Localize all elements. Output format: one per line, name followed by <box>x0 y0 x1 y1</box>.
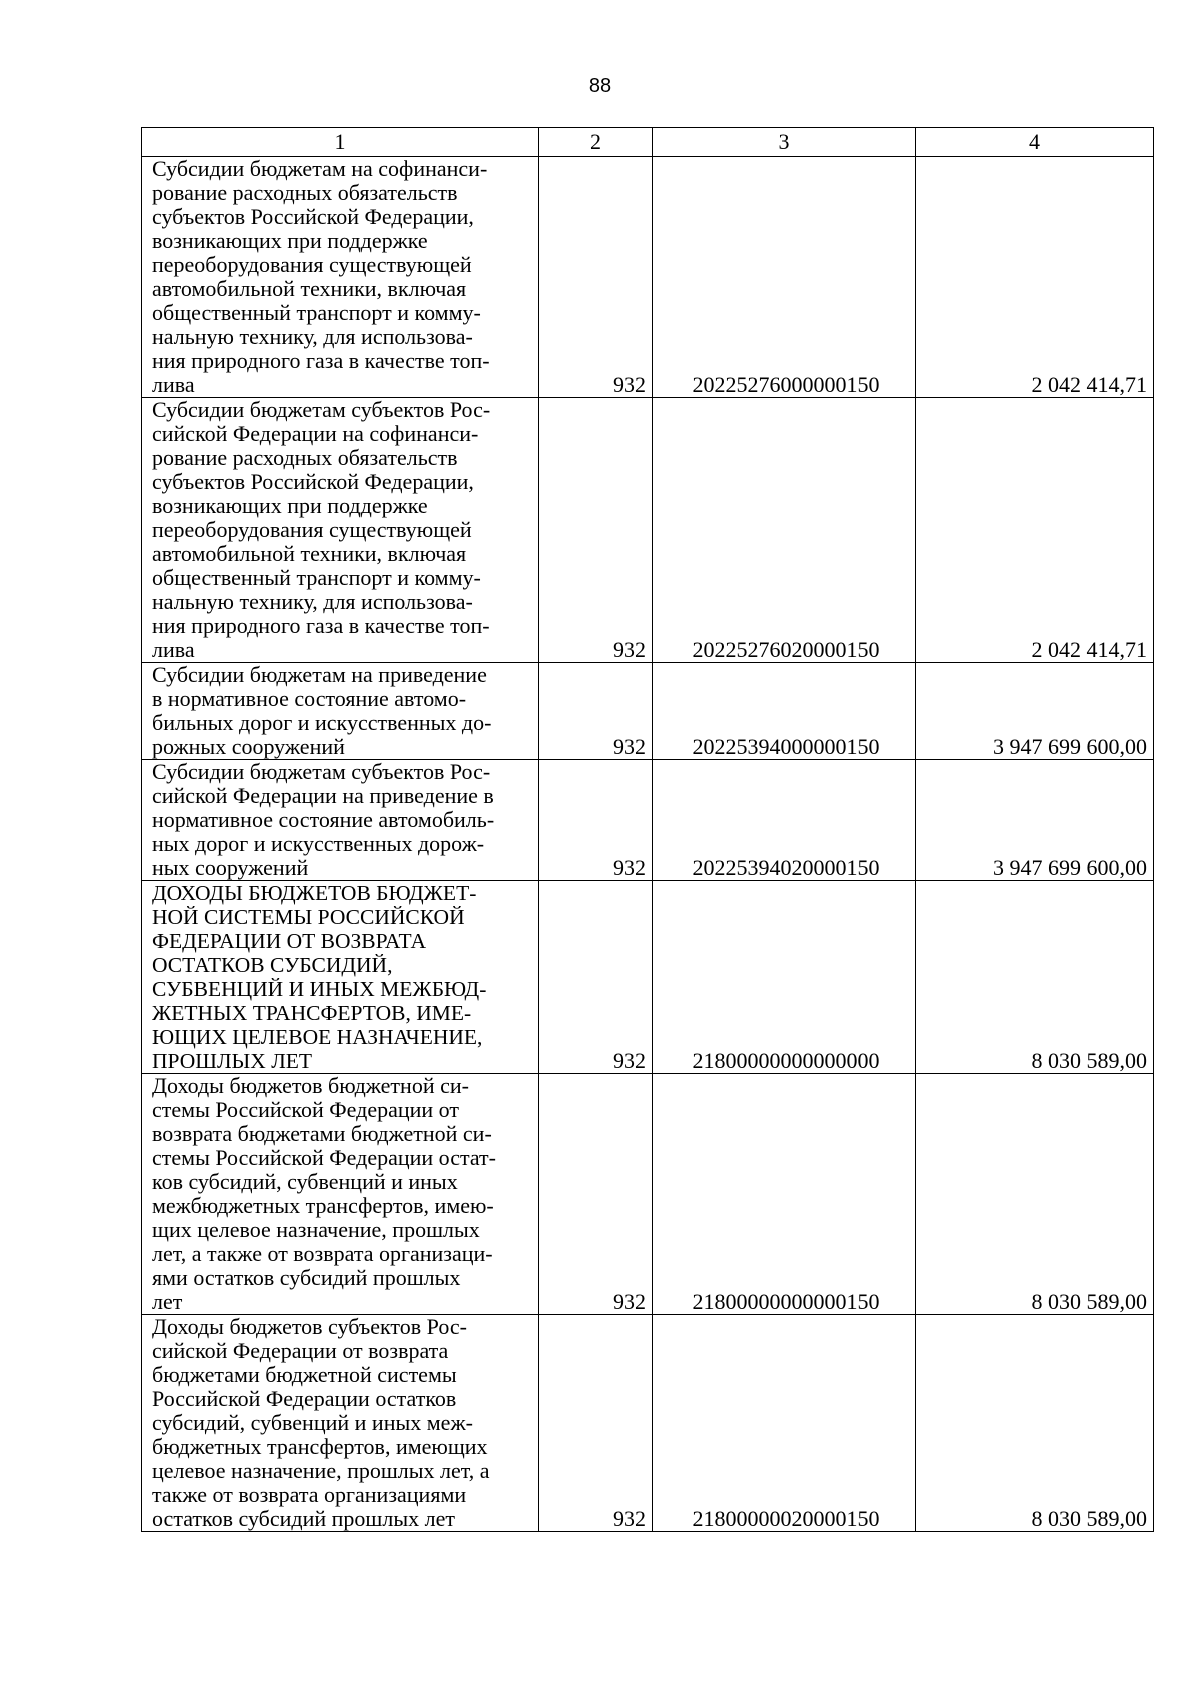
description-line: субъектов Российской Федерации, <box>152 204 474 229</box>
description-line: ФЕДЕРАЦИИ ОТ ВОЗВРАТА <box>152 929 427 953</box>
description-line: Субсидии бюджетам субъектов Рос- <box>152 759 491 784</box>
description-line: сийской Федерации на софинанси- <box>152 421 479 446</box>
description-line: лива <box>152 372 195 397</box>
description-line: НОЙ СИСТЕМЫ РОССИЙСКОЙ <box>152 905 465 929</box>
description-line: СУБВЕНЦИЙ И ИНЫХ МЕЖБЮД- <box>152 977 487 1001</box>
description-line: возникающих при поддержке <box>152 493 428 518</box>
description-line: общественный транспорт и комму- <box>152 300 481 325</box>
description-line: субъектов Российской Федерации, <box>152 469 474 494</box>
amount: 3 947 699 600,00 <box>916 663 1154 760</box>
description-line: Российской Федерации остатков <box>152 1386 457 1411</box>
amount: 8 030 589,00 <box>916 1074 1154 1315</box>
description-line: в нормативное состояние автомо- <box>152 686 467 711</box>
description-line: ЖЕТНЫХ ТРАНСФЕРТОВ, ИМЕ- <box>152 1001 472 1025</box>
admin-code: 932 <box>539 881 653 1074</box>
description-line: также от возврата организациями <box>152 1482 467 1507</box>
description-line: ОСТАТКОВ СУБСИДИЙ, <box>152 953 393 977</box>
row-description <box>142 1074 539 1315</box>
description-line: бюджетами бюджетной системы <box>152 1362 457 1387</box>
table-row <box>142 157 1154 398</box>
row-description <box>142 760 539 881</box>
table-row <box>142 1315 1154 1532</box>
column-header-3: 3 <box>653 128 916 157</box>
description-line: ями остатков субсидий прошлых <box>152 1265 461 1290</box>
table-row <box>142 881 1154 1074</box>
column-header-4: 4 <box>916 128 1154 157</box>
table-row <box>142 398 1154 663</box>
description-line: ния природного газа в качестве топ- <box>152 613 490 638</box>
description-line: нальную технику, для использова- <box>152 589 473 614</box>
admin-code: 932 <box>539 663 653 760</box>
description-line: целевое назначение, прошлых лет, а <box>152 1458 490 1483</box>
revenue-code: 20225394020000150 <box>653 760 916 881</box>
description-line: ных дорог и искусственных дорож- <box>152 831 485 856</box>
table-row <box>142 760 1154 881</box>
row-description <box>142 1315 539 1532</box>
description-line: ков субсидий, субвенций и иных <box>152 1169 458 1194</box>
revenue-code: 20225394000000150 <box>653 663 916 760</box>
admin-code: 932 <box>539 398 653 663</box>
admin-code: 932 <box>539 760 653 881</box>
row-description <box>142 663 539 760</box>
row-description <box>142 881 539 1074</box>
amount: 2 042 414,71 <box>916 157 1154 398</box>
revenue-code: 21800000000000150 <box>653 1074 916 1315</box>
page-number: 88 <box>588 75 612 97</box>
description-line: лива <box>152 637 195 662</box>
column-header-1: 1 <box>142 128 539 157</box>
table-header-row <box>142 128 1154 157</box>
admin-code: 932 <box>539 1315 653 1532</box>
description-line: Субсидии бюджетам субъектов Рос- <box>152 397 491 422</box>
description-line: возникающих при поддержке <box>152 228 428 253</box>
description-line: рование расходных обязательств <box>152 180 458 205</box>
description-line: нальную технику, для использова- <box>152 324 473 349</box>
table-row <box>142 1074 1154 1315</box>
description-line: ЮЩИХ ЦЕЛЕВОЕ НАЗНАЧЕНИЕ, <box>152 1025 483 1049</box>
description-line: ных сооружений <box>152 855 309 880</box>
revenue-code: 20225276000000150 <box>653 157 916 398</box>
revenue-code: 20225276020000150 <box>653 398 916 663</box>
description-line: автомобильной техники, включая <box>152 541 467 566</box>
description-line: автомобильной техники, включая <box>152 276 467 301</box>
description-line: ПРОШЛЫХ ЛЕТ <box>152 1049 313 1073</box>
description-line: лет, а также от возврата организаци- <box>152 1241 493 1266</box>
description-line: рование расходных обязательств <box>152 445 458 470</box>
column-header-2: 2 <box>539 128 653 157</box>
row-description <box>142 157 539 398</box>
description-line: межбюджетных трансфертов, имею- <box>152 1193 494 1218</box>
description-line: переоборудования существующей <box>152 517 472 542</box>
amount: 8 030 589,00 <box>916 881 1154 1074</box>
description-line: лет <box>152 1289 183 1314</box>
amount: 8 030 589,00 <box>916 1315 1154 1532</box>
description-line: Субсидии бюджетам на приведение <box>152 662 487 687</box>
description-line: ния природного газа в качестве топ- <box>152 348 490 373</box>
description-line: сийской Федерации на приведение в <box>152 783 494 808</box>
revenue-code: 21800000000000000 <box>653 881 916 1074</box>
table-row <box>142 663 1154 760</box>
revenue-code: 21800000020000150 <box>653 1315 916 1532</box>
row-description <box>142 398 539 663</box>
description-line: бюджетных трансфертов, имеющих <box>152 1434 488 1459</box>
description-line: нормативное состояние автомобиль- <box>152 807 495 832</box>
description-line: сийской Федерации от возврата <box>152 1338 449 1363</box>
admin-code: 932 <box>539 1074 653 1315</box>
description-line: Субсидии бюджетам на софинанси- <box>152 156 488 181</box>
description-line: возврата бюджетами бюджетной си- <box>152 1121 492 1146</box>
description-line: щих целевое назначение, прошлых <box>152 1217 480 1242</box>
budget-table <box>141 127 1154 1532</box>
description-line: ДОХОДЫ БЮДЖЕТОВ БЮДЖЕТ- <box>152 881 477 905</box>
description-line: стемы Российской Федерации от <box>152 1097 459 1122</box>
amount: 2 042 414,71 <box>916 398 1154 663</box>
description-line: переоборудования существующей <box>152 252 472 277</box>
description-line: общественный транспорт и комму- <box>152 565 481 590</box>
description-line: Доходы бюджетов бюджетной си- <box>152 1073 469 1098</box>
description-line: субсидий, субвенций и иных меж- <box>152 1410 473 1435</box>
admin-code: 932 <box>539 157 653 398</box>
amount: 3 947 699 600,00 <box>916 760 1154 881</box>
description-line: рожных сооружений <box>152 734 345 759</box>
description-line: стемы Российской Федерации остат- <box>152 1145 496 1170</box>
description-line: Доходы бюджетов субъектов Рос- <box>152 1314 467 1339</box>
description-line: бильных дорог и искусственных до- <box>152 710 492 735</box>
description-line: остатков субсидий прошлых лет <box>152 1506 455 1531</box>
